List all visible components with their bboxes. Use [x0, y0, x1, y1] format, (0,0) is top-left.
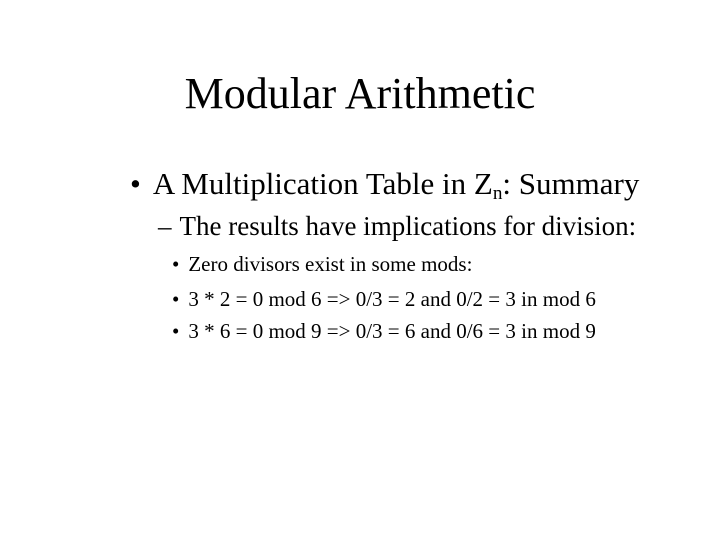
bullet-dot-icon: •	[172, 319, 180, 343]
level1-text-after: : Summary	[502, 166, 640, 201]
bullet-level2	[158, 208, 636, 244]
bullet-level3-item	[172, 250, 472, 278]
dash-icon: –	[158, 211, 172, 241]
level3-text: 3 * 2 = 0 mod 6 => 0/3 = 2 and 0/2 = 3 in mod 6	[188, 287, 596, 311]
bullet-level1	[130, 164, 639, 204]
level3-text: Zero divisors exist in some mods:	[188, 252, 473, 276]
bullet-dot-icon: •	[172, 252, 180, 276]
slide-title: Modular Arithmetic	[184, 69, 536, 118]
bullet-level3-item	[172, 285, 596, 313]
bullet-level3-item	[172, 317, 596, 345]
bullet-dot-icon: •	[172, 287, 180, 311]
bullet-dot-icon: •	[130, 166, 141, 201]
level1-text-before: A Multiplication Table in Z	[152, 166, 493, 201]
level3-text: 3 * 6 = 0 mod 9 => 0/3 = 6 and 0/6 = 3 in mod 9	[188, 319, 596, 343]
level1-subscript: n	[492, 182, 503, 204]
level2-text: The results have implications for division:	[179, 211, 637, 241]
